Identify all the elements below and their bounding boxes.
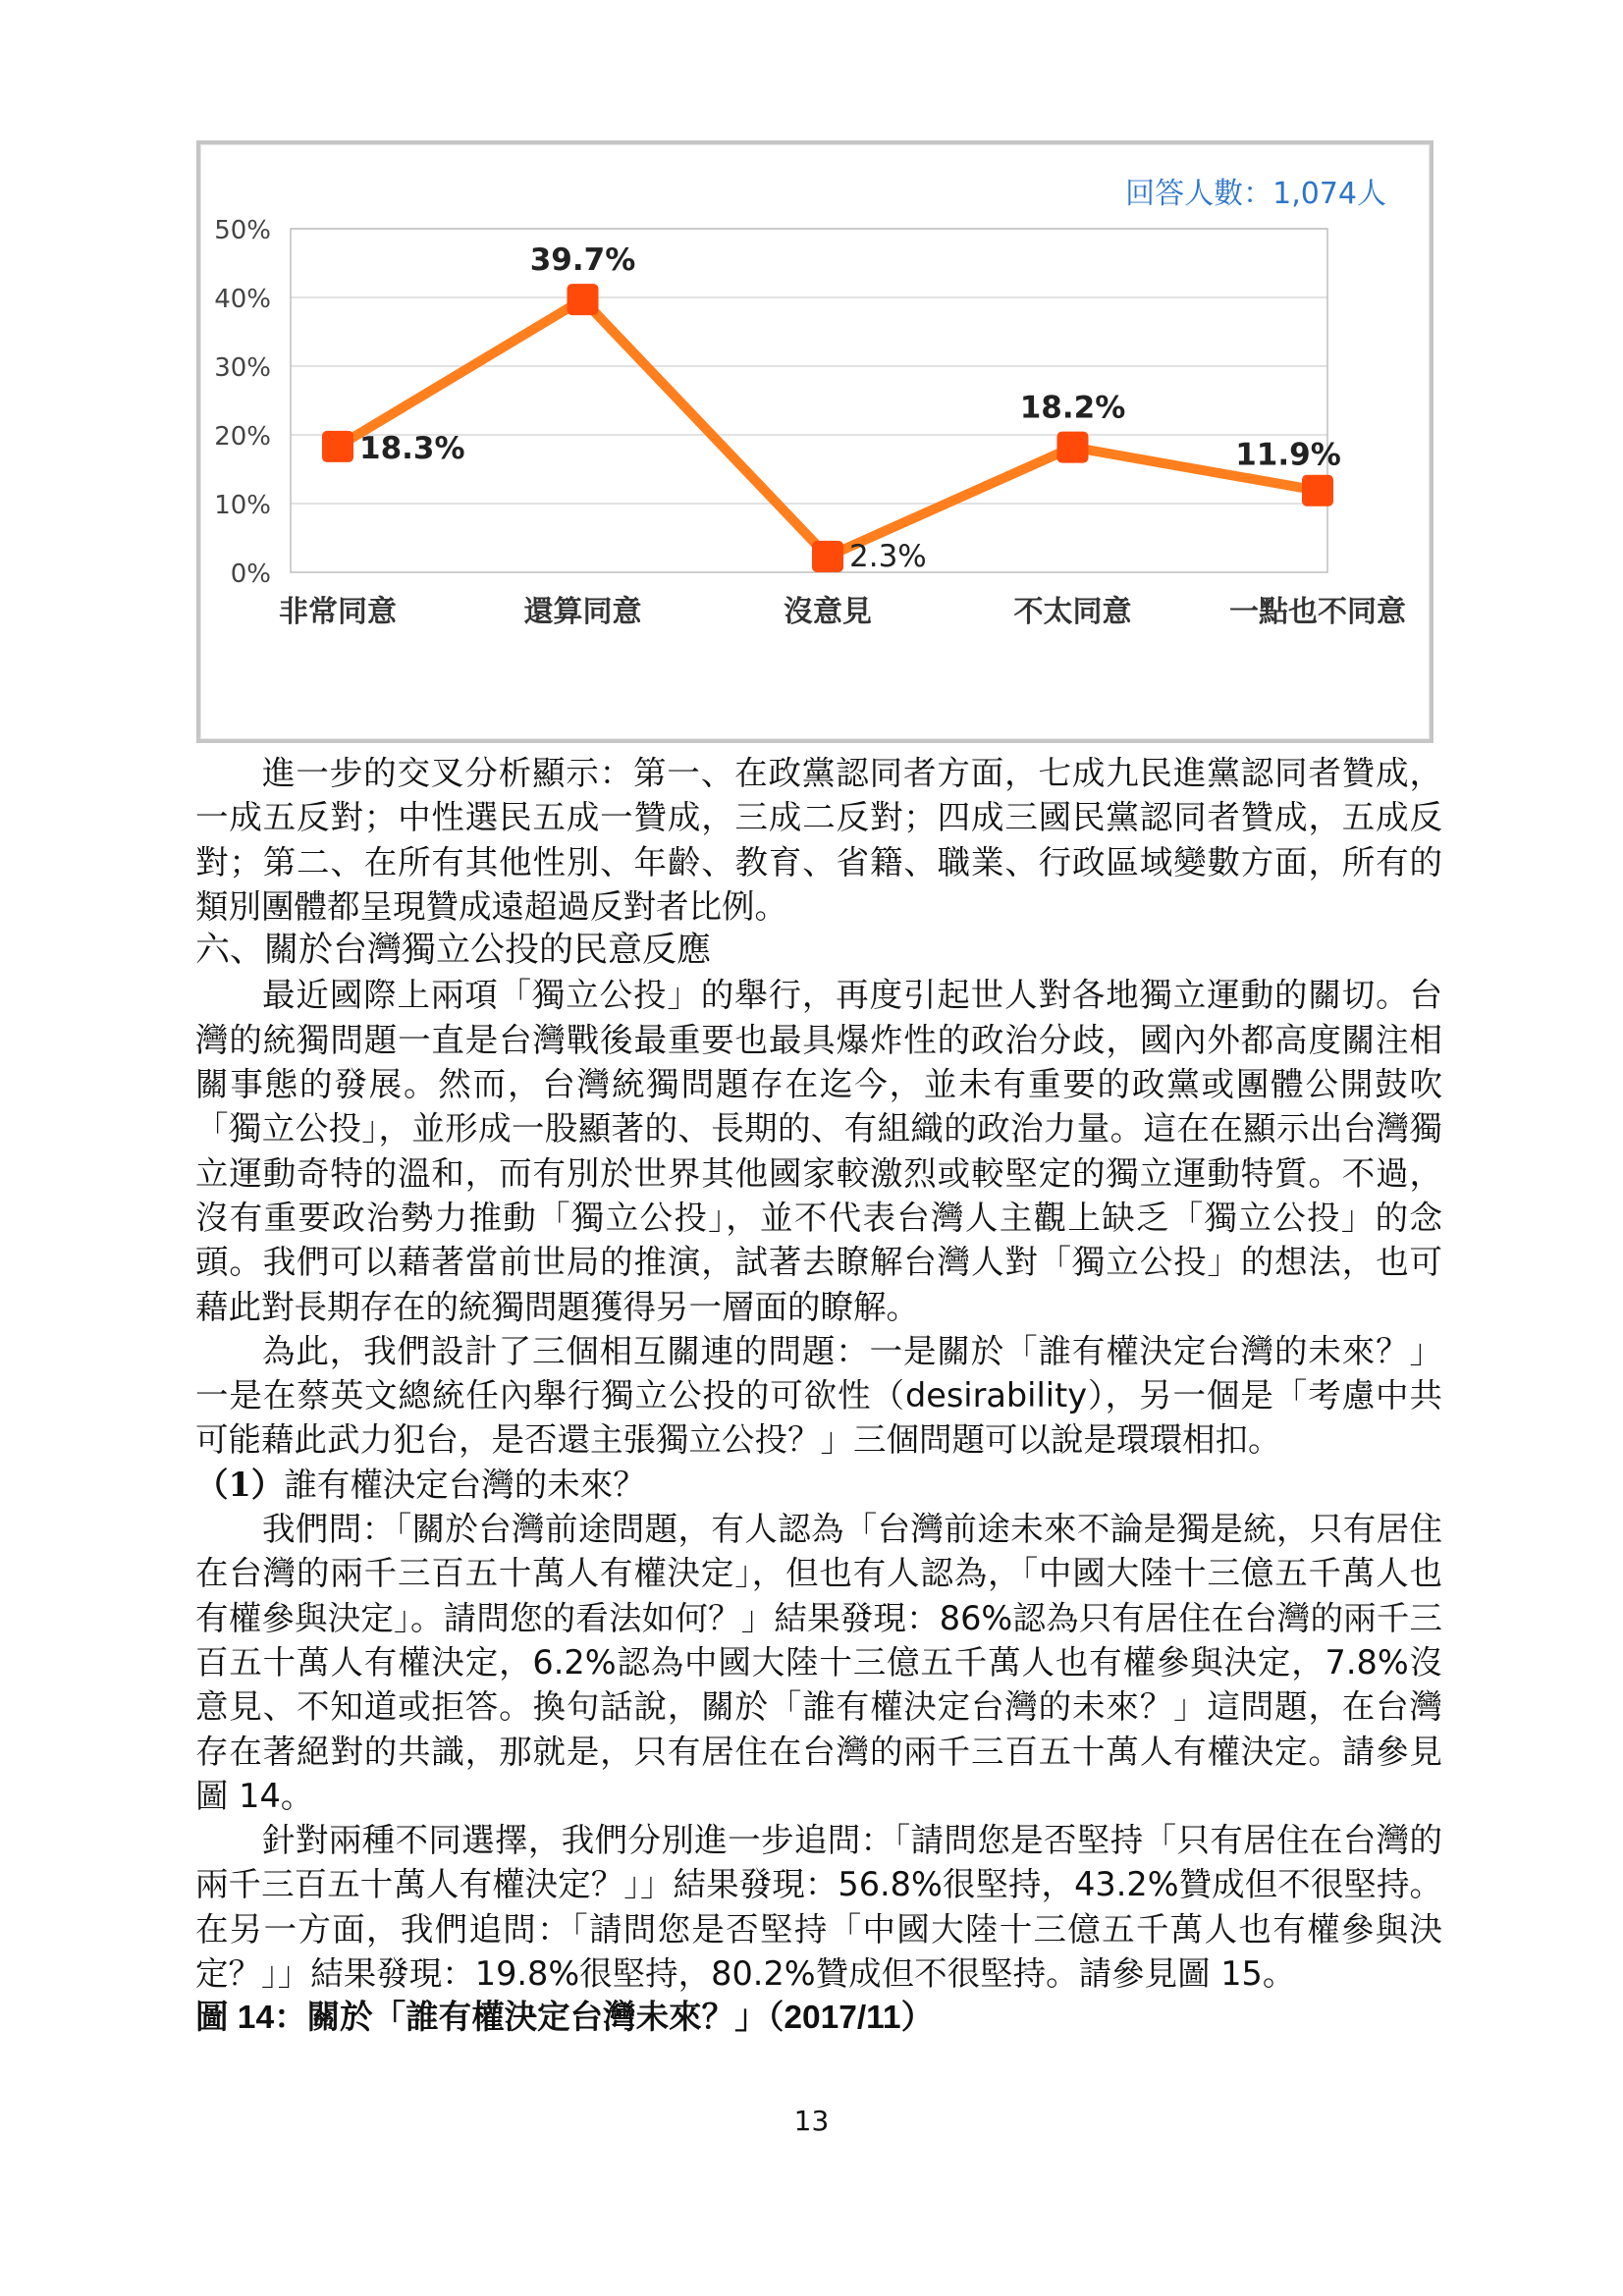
y-tick-label: 10% — [214, 491, 271, 520]
figure-14-caption: 圖 14：關於「誰有權決定台灣未來？」（2017/11） — [195, 2000, 935, 2037]
data-point-marker — [1057, 432, 1089, 463]
data-label: 18.3% — [359, 430, 465, 466]
plot-area-border — [291, 229, 1327, 572]
paragraph-follow-up: 針對兩種不同選擇，我們分別進一步追問：「請問您是否堅持「只有居住在台灣的兩千三百五十萬人有權決定？」」結果發現：56.8%很堅持，43.2%贊成但不很堅持。在另一方面，我們追問：「請問您是否堅持「中國大陸十三億五千萬人也有權參與決定？」」結果發現：19.8%很堅持，80.2%贊成但不很堅持。請參見圖 15。 — [195, 1821, 1442, 1994]
data-point-marker — [322, 431, 353, 462]
y-tick-label: 20% — [214, 422, 271, 452]
chart-figure — [196, 140, 1434, 743]
page-number: 13 — [793, 2105, 830, 2137]
y-tick-label: 40% — [214, 285, 271, 314]
data-label: 2.3% — [849, 538, 927, 574]
paragraph-three-questions: 為此，我們設計了三個相互關連的問題：一是關於「誰有權決定台灣的未來？」一是在蔡英文總統任內舉行獨立公投的可欲性（desirability），另一個是「考慮中共可能藉此武力犯台，是否還主張獨立公投？」三個問題可以說是環環相扣。 — [195, 1331, 1442, 1460]
paragraph-who-decides: 我們問：「關於台灣前途問題，有人認為「台灣前途未來不論是獨是統，只有居住在台灣的兩千三百五十萬人有權決定」，但也有人認為，「中國大陸十三億五千萬人也有權參與決定」。請問您的看法如何？」結果發現：86%認為只有居住在台灣的兩千三百五十萬人有權決定，6.2%認為中國大陸十三億五千萬人也有權參與決定，7.8%沒意見、不知道或拒答。換句話說，關於「誰有權決定台灣的未來？」這問題，在台灣存在著絕對的共識，那就是，只有居住在台灣的兩千三百五十萬人有權決定。請參見圖 14。 — [195, 1510, 1442, 1815]
paragraph-cross-analysis: 進一步的交叉分析顯示：第一、在政黨認同者方面，七成九民進黨認同者贊成，一成五反對；中性選民五成一贊成，三成二反對；四成三國民黨認同者贊成，五成反對；第二、在所有其他性別、年齡、教育、省籍、職業、行政區域變數方面，所有的類別團體都呈現贊成遠超過反對者比例。 — [195, 754, 1442, 926]
data-point-marker — [812, 541, 843, 572]
x-tick-label: 還算同意 — [523, 595, 642, 629]
section-heading-6: 六、關於台灣獨立公投的民意反應 — [195, 931, 712, 971]
data-point-marker — [568, 284, 599, 315]
line-chart — [200, 144, 1430, 739]
x-tick-label: 非常同意 — [279, 595, 397, 629]
article-body — [195, 751, 1442, 2041]
series-line — [338, 299, 1318, 557]
respondent-count: 回答人數：1,074人 — [1125, 177, 1386, 211]
subsection-number: （1） — [195, 1465, 285, 1504]
data-point-marker — [1302, 475, 1333, 507]
data-label: 18.2% — [1019, 390, 1126, 426]
x-tick-label: 不太同意 — [1013, 595, 1132, 629]
y-tick-label: 0% — [230, 560, 271, 589]
data-label: 39.7% — [529, 242, 636, 279]
y-tick-label: 50% — [214, 216, 271, 245]
subsection-title: 誰有權決定台灣的未來？ — [284, 1465, 646, 1504]
y-tick-label: 30% — [214, 353, 271, 383]
x-tick-label: 一點也不同意 — [1229, 595, 1406, 629]
x-tick-label: 沒意見 — [784, 595, 872, 629]
data-label: 11.9% — [1235, 437, 1341, 473]
subsection-heading-1 — [195, 1463, 1442, 1507]
paragraph-independence-referendum: 最近國際上兩項「獨立公投」的舉行，再度引起世人對各地獨立運動的關切。台灣的統獨問題一直是台灣戰後最重要也最具爆炸性的政治分歧，國內外都高度關注相關事態的發展。然而，台灣統獨問題存在迄今，並未有重要的政黨或團體公開鼓吹「獨立公投」，並形成一股顯著的、長期的、有組織的政治力量。這在在顯示出台灣獨立運動奇特的溫和，而有別於世界其他國家較激烈或較堅定的獨立運動特質。不過，沒有重要政治勢力推動「獨立公投」，並不代表台灣人主觀上缺乏「獨立公投」的念頭。我們可以藉著當前世局的推演，試著去瞭解台灣人對「獨立公投」的想法，也可藉此對長期存在的統獨問題獲得另一層面的瞭解。 — [195, 976, 1442, 1326]
